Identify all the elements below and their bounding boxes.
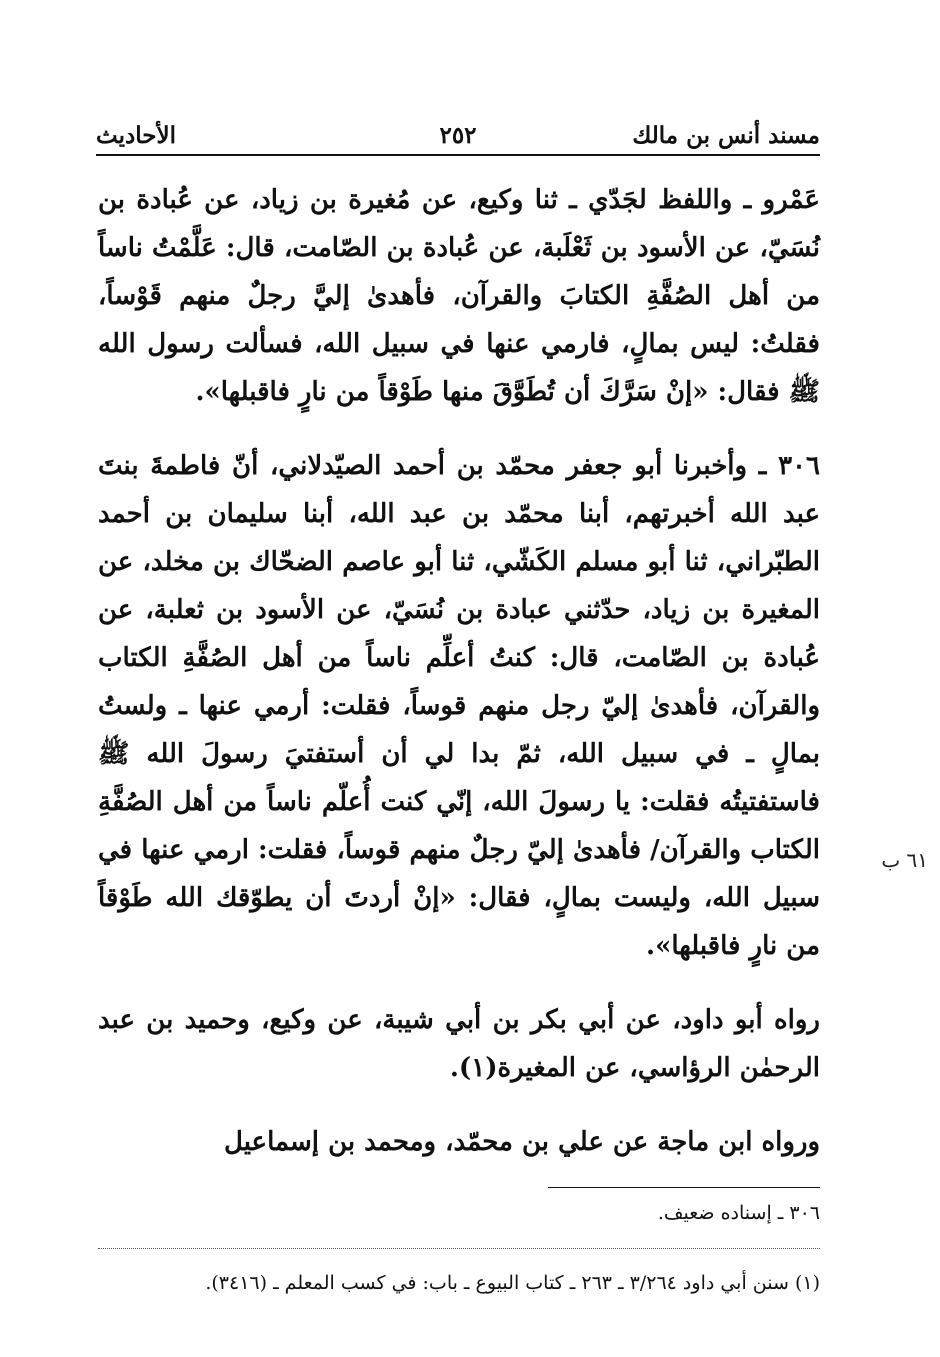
footnote-306: ٣٠٦ ـ إسناده ضعيف. xyxy=(657,1202,820,1224)
manuscript-folio-marker: ٦١ ب xyxy=(881,848,928,872)
header-book-title: مسند أنس بن مالك xyxy=(632,122,820,149)
footnote-separator xyxy=(98,1248,820,1250)
footnote-rule xyxy=(548,1187,820,1188)
header-rule xyxy=(96,154,820,156)
paragraph-hadith-306: ٣٠٦ ـ وأخبرنا أبو جعفر محمّد بن أحمد الصيّدلاني، أنّ فاطمةَ بنتَ عبد الله أخبرتهم، أبنا محمّد بن عبد الله، أبنا سليمان بن أحمد الطبّراني، ثنا أبو مسلم الكَشّي، ثنا أبو عاصم الضحّاك بن مخلد، عن المغيرة بن زياد، حدّثني عبادة بن نُسَيّ، عن الأسود بن ثعلبة، عن عُبادة بن الصّامت، قال: كنتُ أعلِّم ناساً من أهل الصُفَّةِ الكتاب والقرآن، فأهدىٰ إليّ رجل منهم قوساً، فقلت: أرمي عنها ـ ولستُ بمالٍ ـ في سبيل الله، ثمّ بدا لي أن أستفتيَ رسولَ الله ﷺ فاستفتيتُه فقلت: يا رسولَ الله، إنّي كنت أُعلّم ناساً من أهل الصُفَّةِ الكتاب والقرآن/ فأهدىٰ إليّ رجلٌ منهم قوساً، فقلت: ارمي عنها في سبيل الله، وليست بمالٍ، فقال: «إنْ أردتَ أن يطوّقك الله طَوْقاً من نارٍ فاقبلها». xyxy=(98,451,820,961)
page-header xyxy=(96,118,820,154)
header-section-title: الأحاديث xyxy=(96,122,176,149)
paragraph-riwayah-ibn-majah: ورواه ابن ماجة عن علي بن محمّد، ومحمد بن إسماعيل xyxy=(224,1127,820,1157)
page-number: ٢٥٢ xyxy=(439,122,477,149)
footnote-1: (١) سنن أبي داود ٣/٢٦٤ ـ ٢٦٣ ـ كتاب البيوع ـ باب: في كسب المعلم ـ (٣٤١٦). xyxy=(205,1272,820,1294)
main-text xyxy=(98,176,820,1166)
paragraph-riwayah-abu-dawud: رواه أبو داود، عن أبي بكر بن أبي شيبة، عن وكيع، وحميد بن عبد الرحمٰن الرؤاسي، عن المغيرة(١). xyxy=(98,1005,820,1083)
paragraph-1: عَمْرو ـ واللفظ لجَدّي ـ ثنا وكيع، عن مُغيرة بن زياد، عن عُبادة بن نُسَيّ، عن الأسود بن ثَعْلَبة، عن عُبادة بن الصّامت، قال: عَلَّمْتُ ناساً من أهل الصُفَّةِ الكتابَ والقرآن، فأهدىٰ إليَّ رجلٌ منهم قَوْساً، فقلتُ: ليس بمالٍ، فارمي عنها في سبيل الله، فسألت رسول الله ﷺ فقال: «إنْ سَرَّكَ أن تُطَوَّقَ منها طَوْقاً من نارٍ فاقبلها». xyxy=(98,185,820,407)
